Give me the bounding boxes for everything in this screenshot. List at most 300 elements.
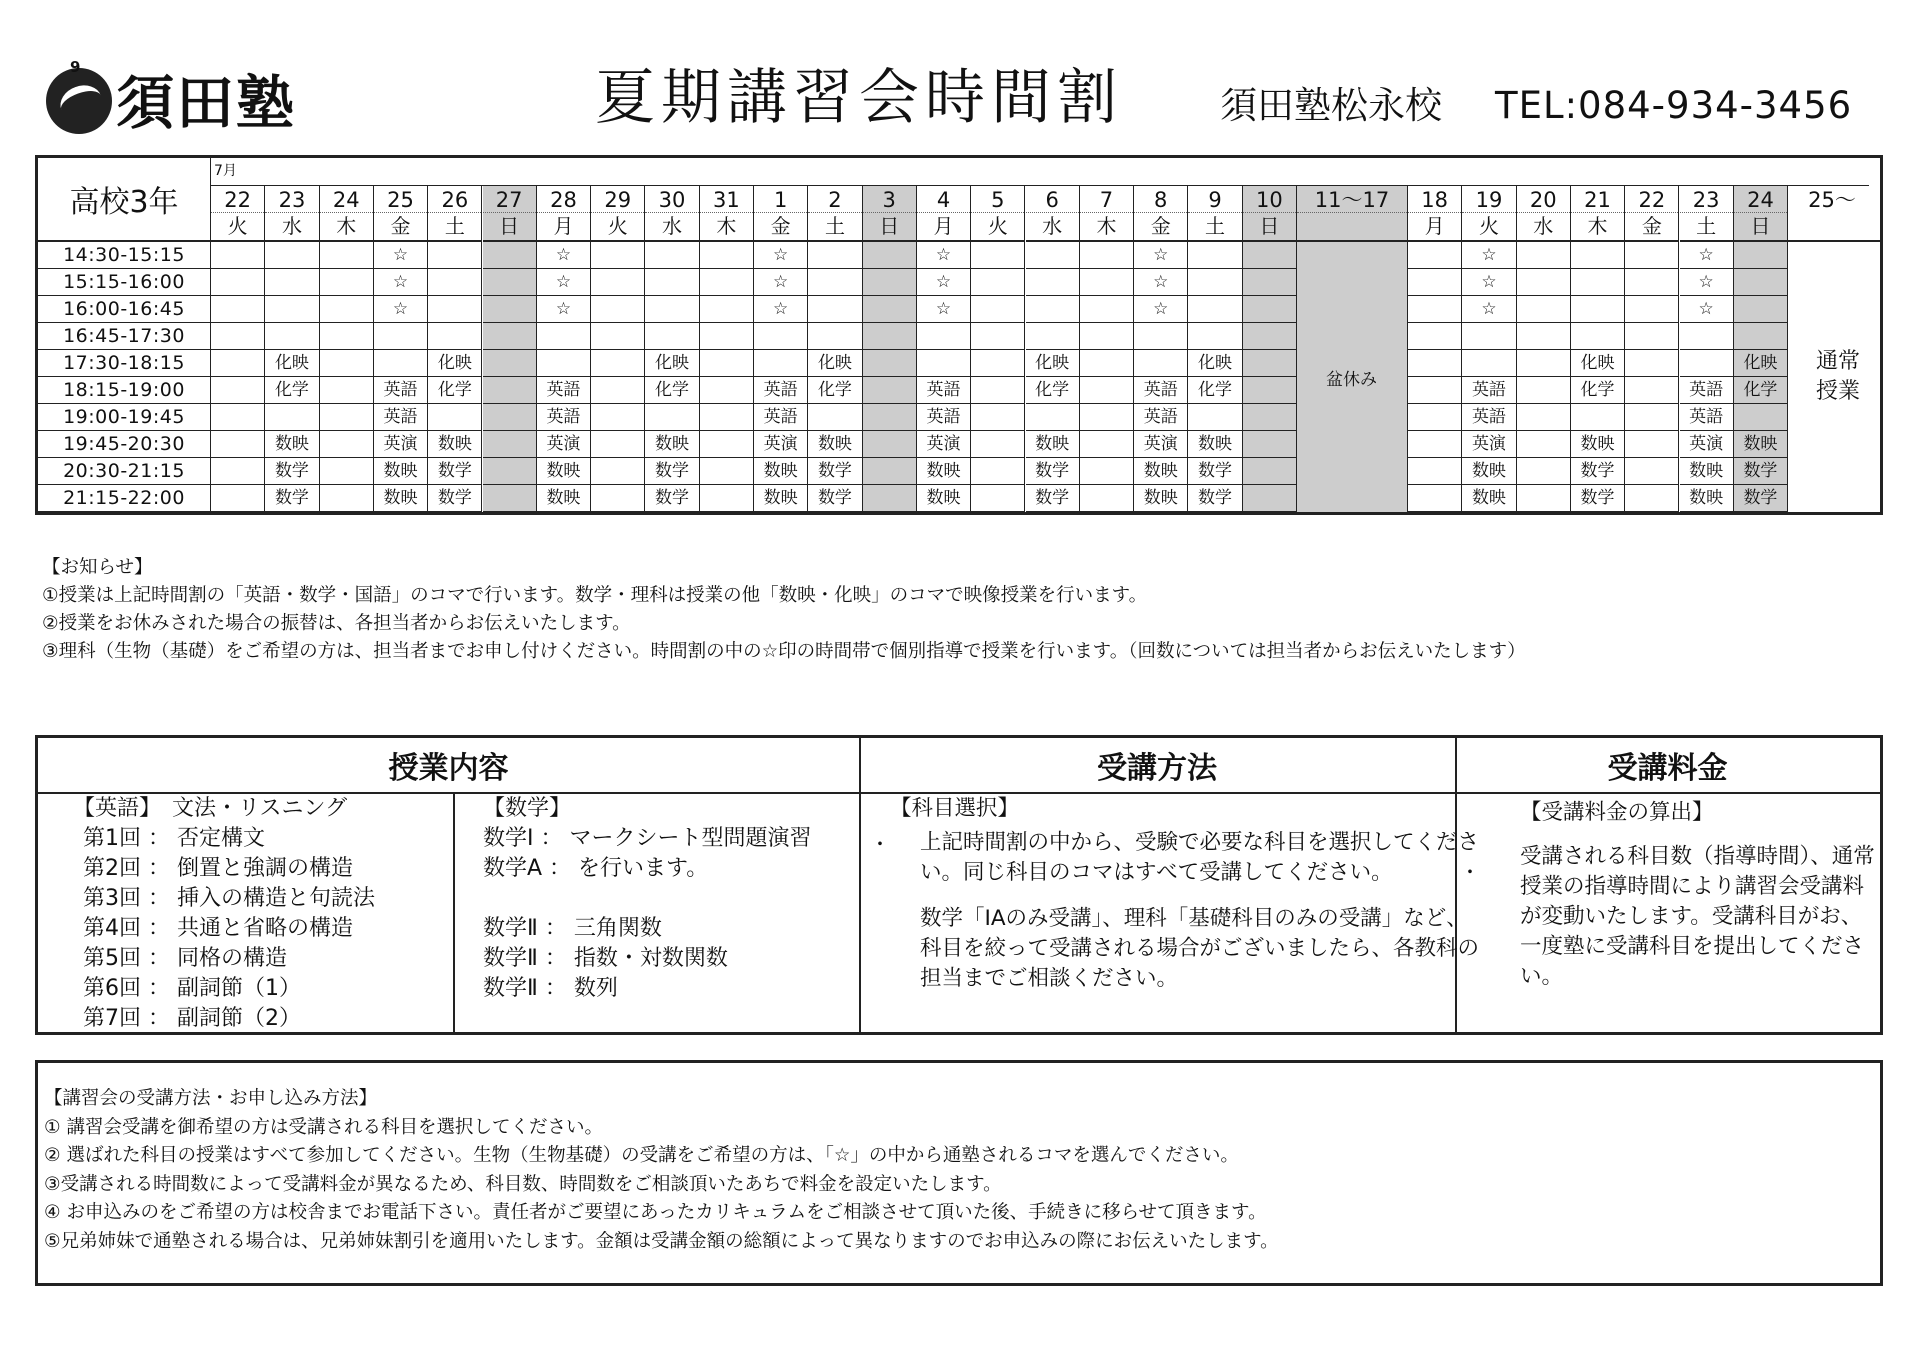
weekday: 日 — [499, 214, 520, 238]
schedule-cell — [591, 242, 645, 269]
date-header — [265, 186, 319, 242]
schedule-cell — [211, 269, 265, 296]
schedule-cell — [591, 485, 645, 512]
english-item: 第4回 ： 共通と省略の構造 — [83, 916, 353, 941]
schedule-cell: 数映 — [374, 458, 428, 485]
schedule-cell — [700, 404, 754, 431]
logo — [40, 58, 310, 138]
application-text — [44, 1085, 1279, 1256]
schedule-cell: 数学 — [428, 458, 482, 485]
date-number: 30 — [645, 186, 698, 213]
course-info-box — [35, 735, 1883, 1035]
regular-class-label-1: 通常 — [1815, 349, 1860, 374]
date-number: 5 — [971, 186, 1024, 213]
schedule-cell — [265, 242, 319, 269]
schedule-cell — [863, 377, 917, 404]
weekday: 木 — [336, 214, 357, 238]
schedule-cell — [971, 431, 1025, 458]
schedule-cell — [1243, 296, 1297, 323]
english-item: 【英語】 文法・リスニング — [73, 796, 348, 821]
weekday: 月 — [1424, 214, 1445, 238]
schedule-cell: 数学 — [265, 485, 319, 512]
schedule-cell — [1408, 404, 1462, 431]
schedule-cell: 数学 — [808, 458, 862, 485]
date-number: 26 — [428, 186, 481, 213]
fee-bullet: ・ — [1460, 860, 1480, 884]
schedule-cell — [211, 242, 265, 269]
page-title: 夏期講習会時間割 — [595, 63, 1123, 133]
schedule-cell: ☆ — [374, 242, 428, 269]
schedule-cell — [320, 242, 374, 269]
schedule-cell: 英演 — [374, 431, 428, 458]
course-fee-heading: 受講料金 — [1455, 738, 1880, 794]
schedule-cell — [320, 404, 374, 431]
weekday: 日 — [1750, 214, 1771, 238]
math-item: 数学A ： を行います。 — [483, 856, 709, 881]
schedule-cell — [863, 323, 917, 350]
date-number: 7 — [1080, 186, 1133, 213]
schedule-cell — [971, 323, 1025, 350]
schedule-cell — [863, 458, 917, 485]
method-paragraph-1: 上記時間割の中から、受験で必要な科目を選択してください。同じ科目のコマはすべて受講してください。 — [920, 830, 1480, 885]
method-heading: 【科目選択】 — [890, 796, 1020, 821]
schedule-cell: 英語 — [917, 404, 971, 431]
schedule-cell — [1625, 350, 1679, 377]
schedule-cell: 化学 — [265, 377, 319, 404]
schedule-cell — [1408, 485, 1462, 512]
obon-holiday-label: 盆休み — [1326, 369, 1377, 390]
schedule-cell: 数映 — [1188, 431, 1242, 458]
schedule-cell — [320, 458, 374, 485]
weekday: 月 — [933, 214, 954, 238]
schedule-cell — [1026, 269, 1080, 296]
date-number: 25 — [374, 186, 427, 213]
fee-paragraph: 受講される科目数（指導時間）、通常授業の指導時間により講習会受講料が変動いたします。受講科目がお、一度塾に受講科目を提出してください。 — [1520, 844, 1875, 989]
weekday: 金 — [390, 214, 411, 238]
date-header — [1462, 186, 1516, 242]
schedule-cell — [1026, 404, 1080, 431]
schedule-cell — [863, 404, 917, 431]
schedule-cell — [1080, 296, 1134, 323]
math-item: 数学Ⅱ ： 数列 — [483, 976, 618, 1001]
notice-heading: 【お知らせ】 — [42, 557, 153, 578]
schedule-cell — [645, 323, 699, 350]
schedule-cell — [1408, 458, 1462, 485]
schedule-cell — [1188, 269, 1242, 296]
schedule-cell — [863, 431, 917, 458]
date-header — [754, 186, 808, 242]
schedule-cell: ☆ — [1134, 242, 1188, 269]
time-slot-label: 14:30-15:15 — [38, 242, 211, 269]
date-number: 11～17 — [1297, 186, 1407, 213]
weekday: 火 — [227, 214, 248, 238]
date-header — [1734, 186, 1788, 242]
schedule-cell — [700, 296, 754, 323]
schedule-cell: 化映 — [265, 350, 319, 377]
schedule-cell — [1243, 431, 1297, 458]
schedule-cell — [483, 350, 537, 377]
weekday: 木 — [1587, 214, 1608, 238]
time-slot-label: 20:30-21:15 — [38, 458, 211, 485]
application-box — [35, 1060, 1883, 1286]
time-slot-label: 18:15-19:00 — [38, 377, 211, 404]
schedule-cell: ☆ — [1134, 269, 1188, 296]
application-line: ⑤兄弟姉妹で通塾される場合は、兄弟姉妹割引を適用いたします。金額は受講金額の総額によって異なりますのでお申込みの際にお伝えいたします。 — [44, 1230, 1279, 1252]
application-line: ① 講習会受講を御希望の方は受講される科目を選択してください。 — [44, 1116, 603, 1138]
schedule-cell — [700, 485, 754, 512]
schedule-cell: 化学 — [1188, 377, 1242, 404]
schedule-cell — [483, 458, 537, 485]
schedule-cell — [320, 377, 374, 404]
schedule-cell — [211, 485, 265, 512]
schedule-cell: 数映 — [265, 431, 319, 458]
schedule-cell: 数映 — [537, 458, 591, 485]
date-header — [808, 186, 862, 242]
date-number: 31 — [700, 186, 753, 213]
schedule-cell — [971, 350, 1025, 377]
schedule-cell: 英語 — [1680, 377, 1734, 404]
schedule-cell — [265, 323, 319, 350]
date-header — [211, 186, 265, 242]
schedule-cell — [1571, 269, 1625, 296]
schedule-cell: 英演 — [917, 431, 971, 458]
date-number: 25～ — [1808, 188, 1856, 212]
date-number: 2 — [808, 186, 861, 213]
schedule-cell — [1080, 404, 1134, 431]
schedule-cell — [1517, 269, 1571, 296]
schedule-cell — [1243, 350, 1297, 377]
notice-line: ①授業は上記時間割の「英語・数学・国語」のコマで行います。数学・理科は授業の他「数映・化映」のコマで映像授業を行います。 — [42, 585, 1148, 606]
schedule-cell: 化映 — [808, 350, 862, 377]
schedule-cell — [1134, 323, 1188, 350]
english-course-list — [73, 794, 375, 1034]
schedule-cell — [374, 323, 428, 350]
date-header — [537, 186, 591, 242]
schedule-cell — [700, 377, 754, 404]
method-bullet: ・ — [870, 832, 890, 856]
schedule-cell — [1026, 242, 1080, 269]
schedule-cell — [320, 431, 374, 458]
schedule-cell: ☆ — [1462, 296, 1516, 323]
schedule-cell — [1243, 458, 1297, 485]
schedule-cell: 数映 — [1462, 458, 1516, 485]
date-number: 24 — [1734, 186, 1787, 213]
english-item: 第2回 ： 倒置と強調の構造 — [83, 856, 353, 881]
schedule-cell: 化学 — [808, 377, 862, 404]
weekday: 日 — [879, 214, 900, 238]
weekday: 水 — [662, 214, 683, 238]
schedule-cell — [320, 350, 374, 377]
schedule-cell: 化映 — [1571, 350, 1625, 377]
schedule-cell — [428, 269, 482, 296]
schedule-cell: 英語 — [537, 404, 591, 431]
schedule-cell: 英語 — [1462, 377, 1516, 404]
time-slot-label: 17:30-18:15 — [38, 350, 211, 377]
schedule-cell — [1625, 323, 1679, 350]
schedule-cell — [211, 458, 265, 485]
date-header — [1788, 186, 1880, 242]
schedule-cell: 英語 — [1462, 404, 1516, 431]
schedule-cell — [428, 323, 482, 350]
weekday: 土 — [824, 214, 845, 238]
schedule-cell: 英語 — [754, 404, 808, 431]
date-header — [1243, 186, 1297, 242]
fee-heading: 【受講料金の算出】 — [1520, 800, 1714, 825]
schedule-cell — [1680, 323, 1734, 350]
schedule-cell — [1517, 431, 1571, 458]
math-course-list — [483, 794, 811, 1004]
schedule-cell — [1243, 323, 1297, 350]
schedule-cell: 数映 — [1680, 485, 1734, 512]
date-number: 22 — [211, 186, 264, 213]
schedule-cell — [1625, 458, 1679, 485]
schedule-cell — [320, 323, 374, 350]
date-header — [320, 186, 374, 242]
schedule-cell — [483, 485, 537, 512]
date-header — [1188, 186, 1242, 242]
date-header — [1080, 186, 1134, 242]
schedule-cell — [591, 323, 645, 350]
weekday: 金 — [770, 214, 791, 238]
regular-class-block — [1796, 242, 1880, 512]
regular-class-label-2: 授業 — [1815, 379, 1860, 404]
date-header — [591, 186, 645, 242]
date-header — [917, 186, 971, 242]
schedule-cell — [700, 458, 754, 485]
schedule-cell — [265, 296, 319, 323]
schedule-cell: ☆ — [1462, 269, 1516, 296]
schedule-cell — [808, 296, 862, 323]
schedule-cell: ☆ — [754, 269, 808, 296]
schedule-cell — [591, 296, 645, 323]
weekday: 日 — [1259, 214, 1280, 238]
schedule-cell — [645, 269, 699, 296]
schedule-cell: 英語 — [1134, 404, 1188, 431]
schedule-cell — [1625, 296, 1679, 323]
schedule-cell — [1517, 377, 1571, 404]
schedule-cell — [320, 269, 374, 296]
application-heading: 【講習会の受講方法・お申し込み方法】 — [44, 1088, 378, 1109]
application-line: ④ お申込みのをご希望の方は校舎までお電話下さい。責任者がご要望にあったカリキュラムをご相談させて頂いた後、手続きに移らせて頂きます。 — [44, 1202, 1267, 1223]
schedule-cell — [591, 431, 645, 458]
math-item: 数学Ⅱ ： 指数・対数関数 — [483, 946, 728, 971]
schedule-cell — [971, 485, 1025, 512]
schedule-cell — [483, 323, 537, 350]
application-line: ③受講される時間数によって受講料金が異なるため、科目数、時間数をご相談頂いたあちで料金を設定いたします。 — [44, 1173, 1002, 1195]
schedule-cell — [1408, 350, 1462, 377]
course-method-heading: 受講方法 — [859, 738, 1455, 794]
schedule-cell — [211, 323, 265, 350]
date-number: 19 — [1462, 186, 1515, 213]
weekday: 水 — [1533, 214, 1554, 238]
schedule-cell — [1734, 323, 1788, 350]
schedule-cell — [1408, 377, 1462, 404]
schedule-cell: 数映 — [428, 431, 482, 458]
schedule-cell — [700, 350, 754, 377]
schedule-cell — [483, 269, 537, 296]
schedule-cell: 数学 — [808, 485, 862, 512]
column-divider — [859, 738, 861, 1032]
schedule-cell: 化映 — [645, 350, 699, 377]
schedule-cell — [1571, 242, 1625, 269]
schedule-cell: 化映 — [428, 350, 482, 377]
date-header — [971, 186, 1025, 242]
schedule-cell: 数映 — [1462, 485, 1516, 512]
schedule-cell: 英語 — [537, 377, 591, 404]
schedule-cell — [1517, 458, 1571, 485]
schedule-cell — [1080, 242, 1134, 269]
schedule-cell — [211, 404, 265, 431]
schedule-cell — [1026, 323, 1080, 350]
schedule-cell — [1625, 404, 1679, 431]
schedule-cell: 数学 — [1571, 485, 1625, 512]
schedule-cell — [1188, 296, 1242, 323]
date-number: 20 — [1517, 186, 1570, 213]
date-header — [1680, 186, 1734, 242]
schedule-cell: 化学 — [428, 377, 482, 404]
schedule-cell: ☆ — [1134, 296, 1188, 323]
schedule-cell: 数映 — [754, 485, 808, 512]
schedule-cell — [1243, 404, 1297, 431]
date-number: 6 — [1026, 186, 1079, 213]
date-number: 28 — [537, 186, 590, 213]
schedule-cell: 数学 — [1571, 458, 1625, 485]
schedule-cell: 英演 — [1680, 431, 1734, 458]
schedule-cell: 化学 — [1026, 377, 1080, 404]
date-number: 23 — [265, 186, 318, 213]
schedule-cell — [1734, 404, 1788, 431]
date-number: 22 — [1625, 186, 1678, 213]
schedule-cell — [483, 377, 537, 404]
english-item: 第3回 ： 挿入の構造と句読法 — [83, 886, 375, 911]
schedule-cell — [1243, 485, 1297, 512]
schedule-cell — [1080, 269, 1134, 296]
schedule-cell — [1026, 296, 1080, 323]
schedule-cell — [700, 242, 754, 269]
schedule-cell — [1408, 323, 1462, 350]
math-item — [483, 884, 811, 914]
schedule-cell — [1462, 350, 1516, 377]
schedule-cell: 英語 — [1134, 377, 1188, 404]
schedule-cell — [483, 431, 537, 458]
logo-text: 須田塾 — [116, 69, 297, 137]
course-fee-text — [1490, 798, 1880, 992]
schedule-cell — [1625, 242, 1679, 269]
schedule-cell: 英語 — [754, 377, 808, 404]
date-number: 8 — [1134, 186, 1187, 213]
schedule-cell — [971, 458, 1025, 485]
date-number: 10 — [1243, 186, 1296, 213]
schedule-cell — [211, 350, 265, 377]
schedule-cell — [591, 458, 645, 485]
schedule-cell: ☆ — [537, 269, 591, 296]
schedule-cell — [971, 404, 1025, 431]
schedule-cell: 数学 — [645, 458, 699, 485]
schedule-cell: ☆ — [754, 242, 808, 269]
schedule-cell — [265, 269, 319, 296]
schedule-cell — [211, 296, 265, 323]
weekday: 金 — [1641, 214, 1662, 238]
schedule-cell — [645, 242, 699, 269]
date-header — [428, 186, 482, 242]
date-header — [1297, 186, 1408, 242]
schedule-cell — [1408, 296, 1462, 323]
schedule-cell: 英語 — [374, 404, 428, 431]
schedule-cell — [1517, 350, 1571, 377]
schedule-cell — [1080, 485, 1134, 512]
application-line: ② 選ばれた科目の授業はすべて参加してください。生物（生物基礎）の受講をご希望の方は、「☆」の中から通塾されるコマを選んでください。 — [44, 1145, 1239, 1166]
schedule-cell: 数映 — [1134, 458, 1188, 485]
schedule-cell: 数映 — [917, 485, 971, 512]
schedule-cell — [1517, 296, 1571, 323]
schedule-cell: 化映 — [1188, 350, 1242, 377]
schedule-cell — [863, 296, 917, 323]
notice-line: ③理科（生物（基礎）をご希望の方は、担当者までお申し付けください。時間割の中の☆印の時間帯で個別指導で授業を行います。（回数については担当者からお伝えいたします） — [42, 641, 1526, 662]
schedule-cell: ☆ — [1462, 242, 1516, 269]
schedule-cell — [591, 404, 645, 431]
date-header — [1571, 186, 1625, 242]
math-item: 【数学】 — [483, 796, 572, 821]
schedule-cell: 化学 — [645, 377, 699, 404]
schedule-cell: ☆ — [537, 242, 591, 269]
schedule-cell — [211, 377, 265, 404]
schedule-cell — [1517, 404, 1571, 431]
schedule-cell: 化学 — [1734, 377, 1788, 404]
schedule-cell: 数学 — [265, 458, 319, 485]
schedule-cell — [1243, 242, 1297, 269]
schedule-cell — [320, 485, 374, 512]
grade-label: 高校3年 — [38, 158, 211, 242]
schedule-cell: 英語 — [1680, 404, 1734, 431]
date-number: 18 — [1408, 186, 1461, 213]
schedule-cell: 数学 — [428, 485, 482, 512]
weekday: 土 — [444, 214, 465, 238]
schedule-cell: ☆ — [917, 242, 971, 269]
date-number: 27 — [483, 186, 536, 213]
schedule-cell — [1517, 242, 1571, 269]
schedule-cell — [700, 323, 754, 350]
schedule-cell — [971, 377, 1025, 404]
weekday: 金 — [1150, 214, 1171, 238]
schedule-cell — [1517, 323, 1571, 350]
schedule-cell — [1080, 350, 1134, 377]
schedule-cell — [591, 269, 645, 296]
time-slot-label: 19:00-19:45 — [38, 404, 211, 431]
math-item: 数学Ⅰ ： マークシート型問題演習 — [483, 826, 812, 851]
date-number: 21 — [1571, 186, 1624, 213]
schedule-cell — [1625, 485, 1679, 512]
weekday: 火 — [607, 214, 628, 238]
date-header — [700, 186, 754, 242]
schedule-cell — [1188, 242, 1242, 269]
date-header — [645, 186, 699, 242]
schedule-cell — [483, 296, 537, 323]
weekday: 土 — [1205, 214, 1226, 238]
date-header — [863, 186, 917, 242]
schedule-cell — [808, 242, 862, 269]
schedule-cell — [1188, 323, 1242, 350]
method-paragraph-2: 数学「ⅠAのみ受講」、理科「基礎科目のみの受講」など、科目を絞って受講される場合がございましたら、各教科の担当までご相談ください。 — [920, 906, 1480, 991]
schedule-cell: 数学 — [1734, 458, 1788, 485]
schedule-cell: 数学 — [1734, 485, 1788, 512]
time-slot-label: 16:45-17:30 — [38, 323, 211, 350]
schedule-cell — [917, 350, 971, 377]
date-number: 23 — [1680, 186, 1733, 213]
date-header — [1408, 186, 1462, 242]
schedule-cell — [1408, 269, 1462, 296]
schedule-cell — [1462, 323, 1516, 350]
schedule-cell: 英演 — [1134, 431, 1188, 458]
